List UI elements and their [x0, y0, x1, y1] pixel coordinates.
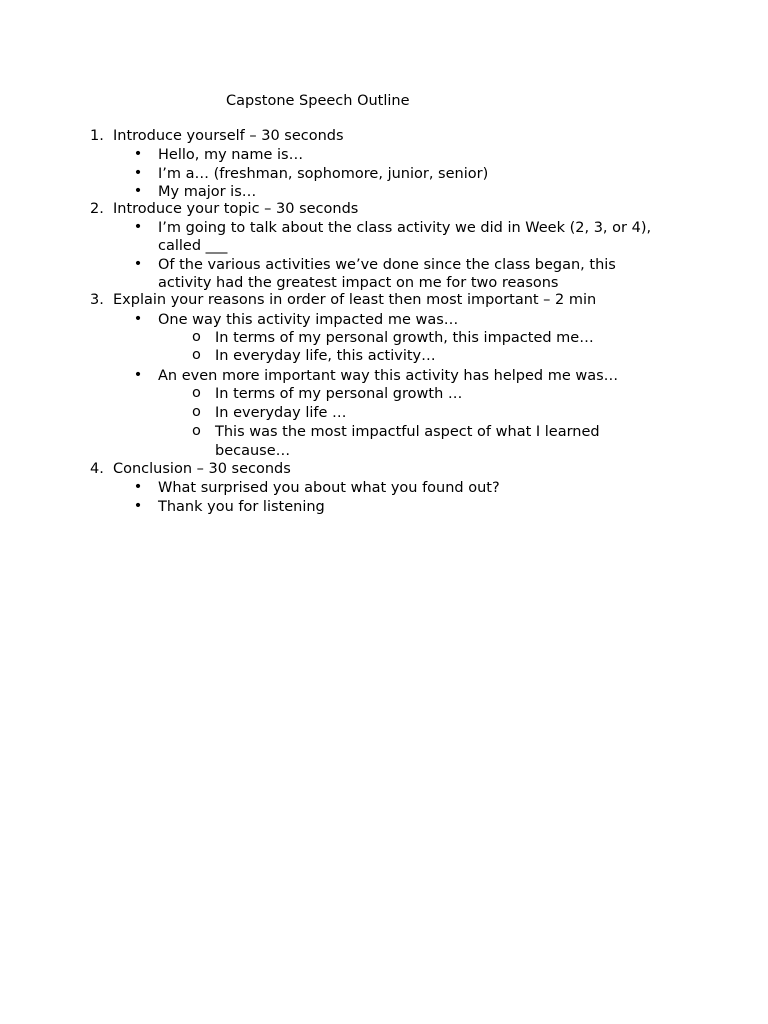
section-heading: Introduce your topic – 30 seconds [113, 201, 359, 218]
outline-section-3 [0, 292, 768, 310]
bullet-text: Hello, my name is… [158, 147, 304, 164]
sub-list-item [0, 329, 768, 347]
bullet-text: I’m going to talk about the class activity we did in Week (2, 3, or 4), called ___ [158, 220, 652, 255]
document-title: Capstone Speech Outline [226, 93, 410, 109]
bullet-text: An even more important way this activity has helped me was… [158, 367, 619, 384]
sub-bullet-icon: o [192, 385, 201, 402]
section-number: 2. [90, 201, 104, 218]
outline-section-4 [0, 461, 768, 479]
bullet-text: One way this activity impacted me was… [158, 311, 459, 328]
list-item [0, 479, 768, 497]
bullet-icon: • [133, 497, 143, 514]
sub-list-item [0, 347, 768, 367]
list-item [0, 219, 768, 256]
sub-bullet-text: In everyday life … [215, 405, 347, 422]
bullet-text: Of the various activities we’ve done since the class began, this activity had the greatest impact on me for two reasons [158, 256, 616, 291]
bullet-icon: • [133, 219, 143, 236]
sub-bullet-text: This was the most impactful aspect of what I learned because… [215, 424, 600, 460]
bullet-text: What surprised you about what you found out? [158, 480, 500, 497]
speech-outline [0, 128, 768, 516]
list-item [0, 367, 768, 385]
sub-list-item [0, 423, 768, 461]
list-item [0, 256, 768, 293]
bullet-icon: • [133, 255, 143, 272]
sub-bullet-icon: o [192, 423, 201, 440]
bullet-text: My major is… [158, 183, 257, 200]
sub-bullet-text: In terms of my personal growth, this impacted me… [215, 330, 594, 347]
section-number: 1. [90, 128, 104, 144]
sub-list-item [0, 404, 768, 423]
bullet-text: I’m a… (freshman, sophomore, junior, senior) [158, 165, 489, 182]
sub-bullet-text: In everyday life, this activity… [215, 348, 436, 365]
sub-bullet-icon: o [192, 347, 201, 364]
sub-bullet-icon: o [192, 329, 201, 346]
sub-bullet-icon: o [192, 404, 201, 421]
section-number: 3. [90, 292, 104, 309]
bullet-icon: • [133, 182, 143, 199]
bullet-text: Thank you for listening [158, 498, 325, 515]
bullet-icon: • [133, 310, 143, 327]
list-item [0, 498, 768, 516]
list-item [0, 146, 768, 164]
outline-section-1 [0, 128, 768, 146]
sub-list-item [0, 385, 768, 404]
list-item [0, 183, 768, 201]
outline-section-2 [0, 201, 768, 219]
section-heading: Conclusion – 30 seconds [113, 461, 291, 478]
list-item [0, 165, 768, 183]
section-number: 4. [90, 461, 104, 478]
bullet-icon: • [133, 164, 143, 181]
section-heading: Introduce yourself – 30 seconds [113, 128, 344, 144]
bullet-icon: • [133, 366, 143, 383]
section-heading: Explain your reasons in order of least then most important – 2 min [113, 292, 597, 309]
sub-bullet-text: In terms of my personal growth … [215, 386, 463, 403]
bullet-icon: • [133, 479, 143, 496]
bullet-icon: • [133, 146, 143, 163]
list-item [0, 311, 768, 329]
